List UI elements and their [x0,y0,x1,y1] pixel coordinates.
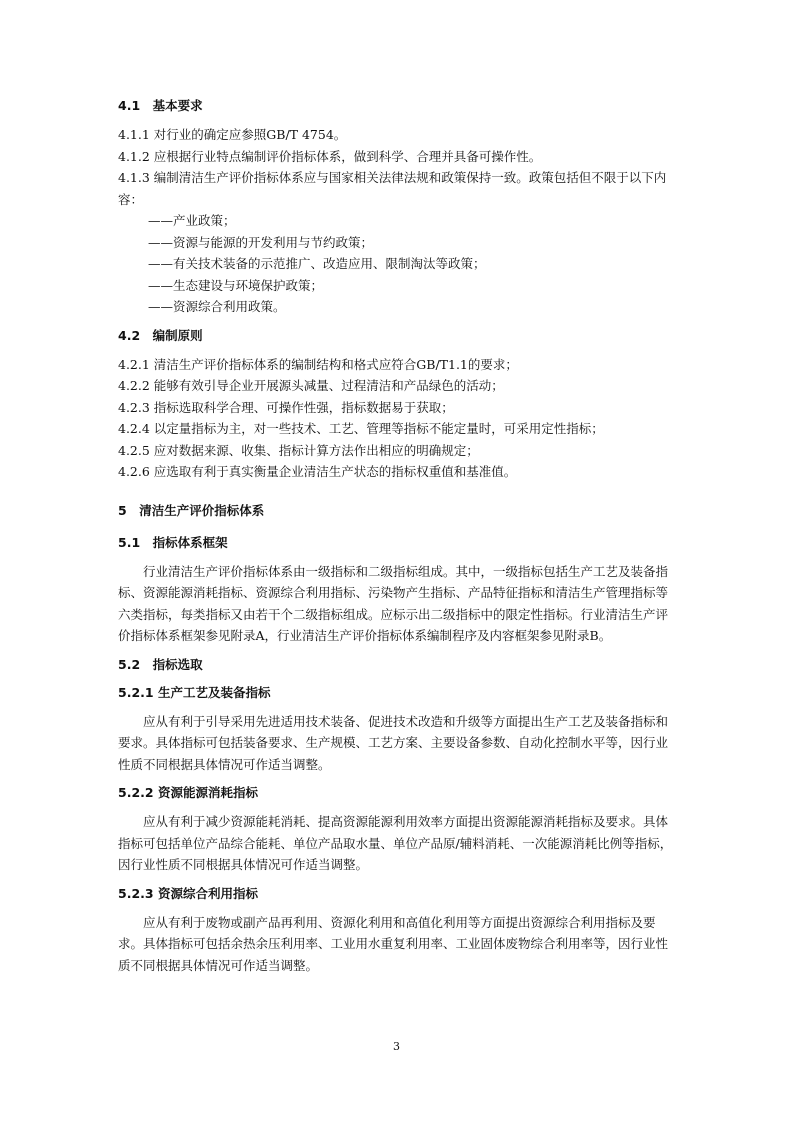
clause-4-2-4: 4.2.4 以定量指标为主，对一些技术、工艺、管理等指标不能定量时，可采用定性指标； [118,421,604,436]
section-5-2-3-body: 应从有利于废物或副产品再利用、资源化利用和高值化利用等方面提出资源综合利用指标及要求。具体指标可包括余热余压利用率、工业用水重复利用率、工业固体废物综合利用率等，因行业性质不同根据具体情况可作适当调整。 [118,914,669,973]
section-5-2-2-heading: 5.2.2 资源能源消耗指标 [118,785,258,800]
policy-item: ——资源与能源的开发利用与节约政策； [148,234,374,250]
section-4-2-heading: 4.2 编制原则 [118,327,203,343]
section-5-2-heading: 5.2 指标选取 [118,656,203,672]
clause-4-2-1: 4.2.1 清洁生产评价指标体系的编制结构和格式应符合GB/T1.1的要求； [118,356,518,372]
clause-4-2-2: 4.2.2 能够有效引导企业开展源头减量、过程清洁和产品绿色的活动； [118,378,504,393]
section-5-1-heading: 5.1 指标体系框架 [118,534,228,550]
policy-item: ——产业政策； [148,213,236,228]
clause-4-2-3: 4.2.3 指标选取科学合理、可操作性强，指标数据易于获取； [118,399,454,415]
policy-item: ——生态建设与环境保护政策； [148,277,324,293]
section-5-2-1-body: 应从有利于引导采用先进适用技术装备、促进技术改造和升级等方面提出生产工艺及装备指标和要求。具体指标可包括装备要求、生产规模、工艺方案、主要设备参数、自动化控制水平等，因行业性质不同根据具体情况可作适当调整。 [118,713,669,772]
clause-4-2-5: 4.2.5 应对数据来源、收集、指标计算方法作出相应的明确规定； [118,442,479,458]
section-5-2-3-heading: 5.2.3 资源综合利用指标 [118,885,258,901]
clause-4-1-2: 4.1.2 应根据行业特点编制评价指标体系，做到科学、合理并具备可操作性。 [118,148,542,164]
section-5-1-body: 行业清洁生产评价指标体系由一级指标和二级指标组成。其中，一级指标包括生产工艺及装备指标、资源能源消耗指标、资源综合利用指标、污染物产生指标、产品特征指标和清洁生产管理指标等六类指标，每类指标又由若干个二级指标组成。应标示出二级指标中的限定性指标。行业清洁生产评价指标体系框架参见附录A，行业清洁生产评价指标体系编制程序及内容框架参见附录B。 [118,563,669,643]
section-5-2-1-heading: 5.2.1 生产工艺及装备指标 [118,684,271,700]
policy-item: ——资源综合利用政策。 [148,299,286,314]
section-5-heading: 5 清洁生产评价指标体系 [118,502,265,518]
page-number: 3 [393,1040,400,1053]
section-4-1-heading: 4.1 基本要求 [118,98,203,113]
clause-4-1-1: 4.1.1 对行业的确定应参照GB/T 4754。 [118,127,347,142]
policy-item: ——有关技术装备的示范推广、改造应用、限制淘汰等政策； [148,256,486,271]
document-page [118,96,678,976]
clause-4-1-3: 4.1.3 编制清洁生产评价指标体系应与国家相关法律法规和政策保持一致。政策包括但不限于以下内容： [118,170,667,207]
clause-4-2-6: 4.2.6 应选取有利于真实衡量企业清洁生产状态的指标权重值和基准值。 [118,464,517,479]
section-5-2-2-body: 应从有利于减少资源能耗消耗、提高资源能源利用效率方面提出资源能源消耗指标及要求。具体指标可包括单位产品综合能耗、单位产品取水量、单位产品原/辅料消耗、一次能源消耗比例等指标，因行业性质不同根据具体情况可作适当调整。 [118,814,673,872]
